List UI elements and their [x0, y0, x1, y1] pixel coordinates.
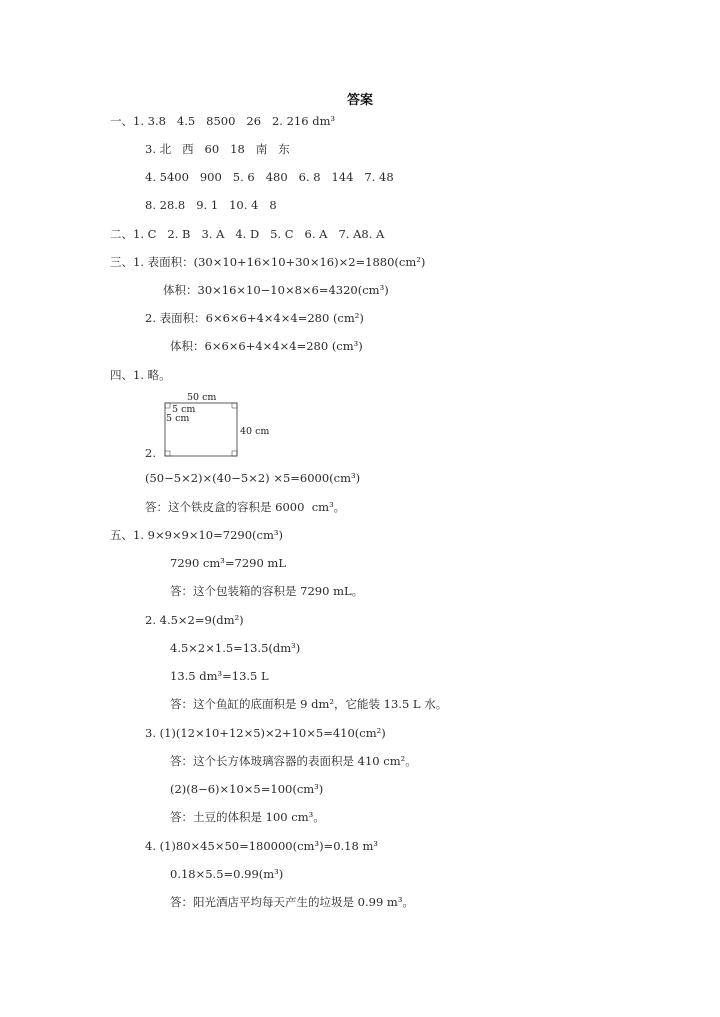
answer-line: 2.	[145, 446, 156, 460]
answer-line: 0.18×5.5=0.99(m³)	[170, 867, 284, 881]
answer-line: 4. (1)80×45×50=180000(cm³)=0.18 m³	[145, 839, 378, 853]
answer-line: 3. (1)(12×10+12×5)×2+10×5=410(cm²)	[145, 726, 386, 740]
corner-cut-top-right	[232, 403, 237, 408]
cut-height-label: 5 cm	[166, 413, 190, 424]
answer-line: 7290 cm³=7290 mL	[170, 556, 286, 570]
corner-cut-bottom-right	[232, 451, 237, 456]
answer-line: 3. 北 西 60 18 南 东	[145, 142, 290, 156]
answer-line: 4.5×2×1.5=13.5(dm³)	[170, 641, 301, 655]
answer-line: (50−5×2)×(40−5×2) ×5=6000(cm³)	[145, 471, 361, 485]
answer-line: 8. 28.8 9. 1 10. 4 8	[145, 198, 277, 212]
answer-line: 答：这个长方体玻璃容器的表面积是 410 cm²。	[170, 754, 417, 768]
answer-line: 2. 表面积：6×6×6+4×4×4=280 (cm²)	[145, 311, 364, 325]
answer-line: 4. 5400 900 5. 6 480 6. 8 144 7. 48	[145, 170, 394, 184]
answer-line: 答：这个鱼缸的底面积是 9 dm²，它能装 13.5 L 水。	[170, 697, 448, 711]
answer-line: 答：这个包装箱的容积是 7290 mL。	[170, 584, 364, 598]
cut-width-label: 5 cm	[172, 404, 196, 415]
answer-line: 答：阳光酒店平均每天产生的垃圾是 0.99 m³。	[170, 895, 414, 909]
top-dimension-label: 50 cm	[187, 392, 217, 403]
answer-line: 13.5 dm³=13.5 L	[170, 669, 269, 683]
answer-line: 体积：6×6×6+4×4×4=280 (cm³)	[170, 339, 363, 353]
answer-line: 答：这个铁皮盒的容积是 6000 cm³。	[145, 500, 346, 514]
answer-line: 一、1. 3.8 4.5 8500 26 2. 216 dm³	[110, 114, 336, 128]
right-dimension-label: 40 cm	[240, 426, 270, 437]
answer-line: 2. 4.5×2=9(dm²)	[145, 613, 244, 627]
corner-cut-top-left	[165, 403, 170, 408]
answer-line: (2)(8−6)×10×5=100(cm³)	[170, 782, 324, 796]
answer-line: 三、1. 表面积：(30×10+16×10+30×16)×2=1880(cm²)	[110, 255, 426, 269]
answer-line: 答：土豆的体积是 100 cm³。	[170, 810, 325, 824]
answer-line: 四、1. 略。	[110, 368, 171, 382]
box-net-diagram	[145, 392, 295, 464]
corner-cut-bottom-left	[165, 451, 170, 456]
answer-line: 五、1. 9×9×9×10=7290(cm³)	[110, 528, 283, 542]
answer-line: 体积：30×16×10−10×8×6=4320(cm³)	[163, 283, 389, 297]
answer-line: 二、1. C 2. B 3. A 4. D 5. C 6. A 7. A8. A	[110, 227, 385, 241]
page-title: 答案	[346, 93, 373, 108]
